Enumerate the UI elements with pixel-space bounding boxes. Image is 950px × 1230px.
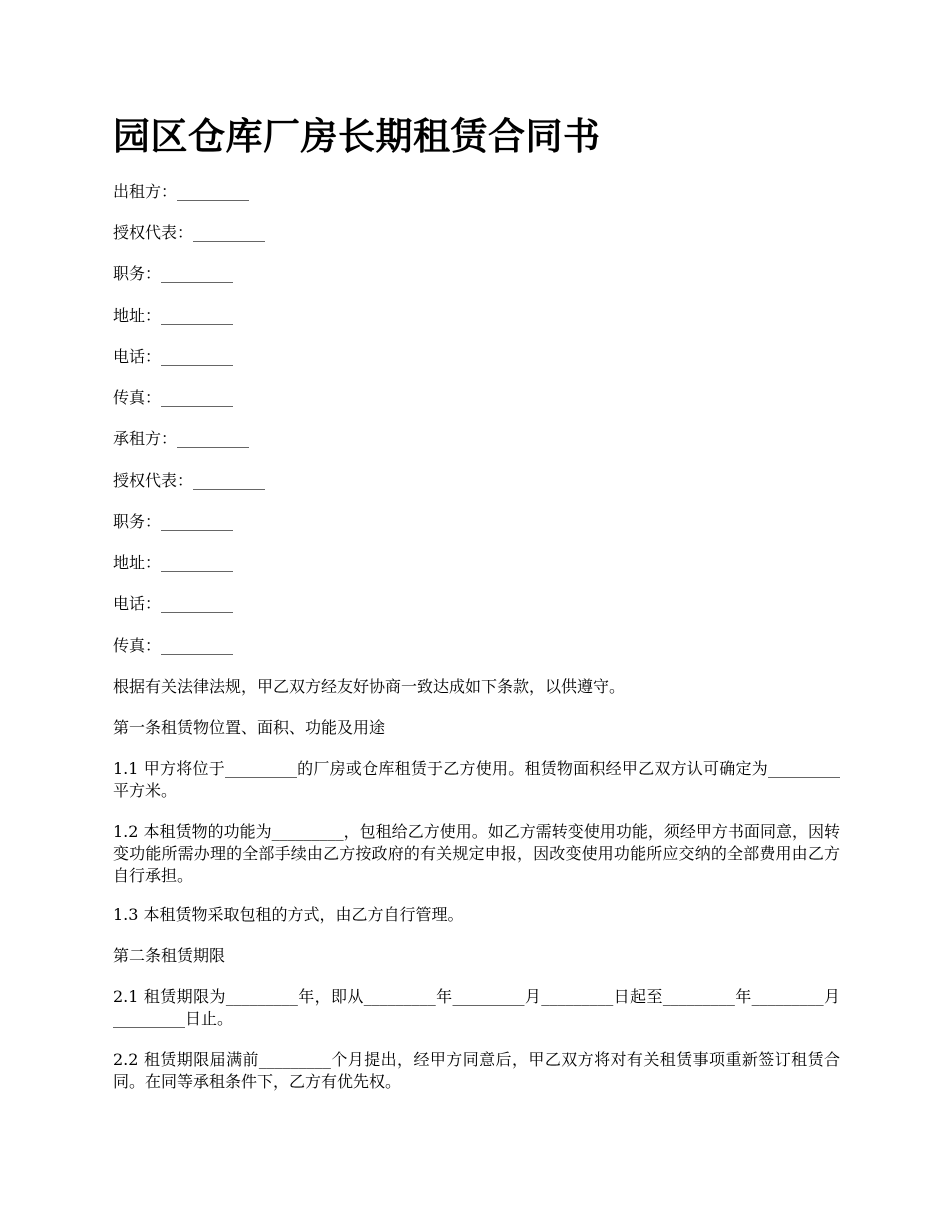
- lessor-phone-line: 电话：_________: [113, 347, 234, 366]
- clause-2-2: 2.2 租赁期限届满前_________个月提出，经甲方同意后，甲乙双方将对有关租赁事项重新签订租赁合同。在同等承租条件下，乙方有优先权。: [113, 1050, 840, 1091]
- article1-heading: 第一条租赁物位置、面积、功能及用途: [113, 718, 386, 737]
- lessor-address-line: 地址：_________: [113, 306, 234, 325]
- document-title: 园区仓库厂房长期租赁合同书: [113, 114, 601, 158]
- lessor-name-line: 出租方：_________: [113, 182, 250, 201]
- lessee-address-line: 地址：_________: [113, 553, 234, 572]
- clause-2-1: 2.1 租赁期限为_________年，即从_________年_________月_________日起至_________年_________月_________日止。: [113, 987, 840, 1028]
- preamble-paragraph: 根据有关法律法规，甲乙双方经友好协商一致达成如下条款，以供遵守。: [113, 677, 626, 696]
- lessee-fax-line: 传真：_________: [113, 636, 234, 655]
- lessee-representative-line: 授权代表：_________: [113, 471, 266, 490]
- lessee-position-line: 职务：_________: [113, 512, 234, 531]
- article2-heading: 第二条租赁期限: [113, 946, 226, 965]
- lessor-position-line: 职务：_________: [113, 264, 234, 283]
- lessor-representative-line: 授权代表：_________: [113, 223, 266, 242]
- lessee-phone-line: 电话：_________: [113, 594, 234, 613]
- clause-1-2: 1.2 本租赁物的功能为_________，包租给乙方使用。如乙方需转变使用功能，须经甲方书面同意，因转变功能所需办理的全部手续由乙方按政府的有关规定申报，因改变使用功能所应交纳的全部费用由乙方自行承担。: [113, 822, 840, 885]
- lessor-fax-line: 传真：_________: [113, 388, 234, 407]
- clause-1-3: 1.3 本租赁物采取包租的方式，由乙方自行管理。: [113, 905, 464, 924]
- lessee-name-line: 承租方：_________: [113, 429, 250, 448]
- clause-1-1: 1.1 甲方将位于_________的厂房或仓库租赁于乙方使用。租赁物面积经甲乙双方认可确定为_________平方米。: [113, 759, 840, 800]
